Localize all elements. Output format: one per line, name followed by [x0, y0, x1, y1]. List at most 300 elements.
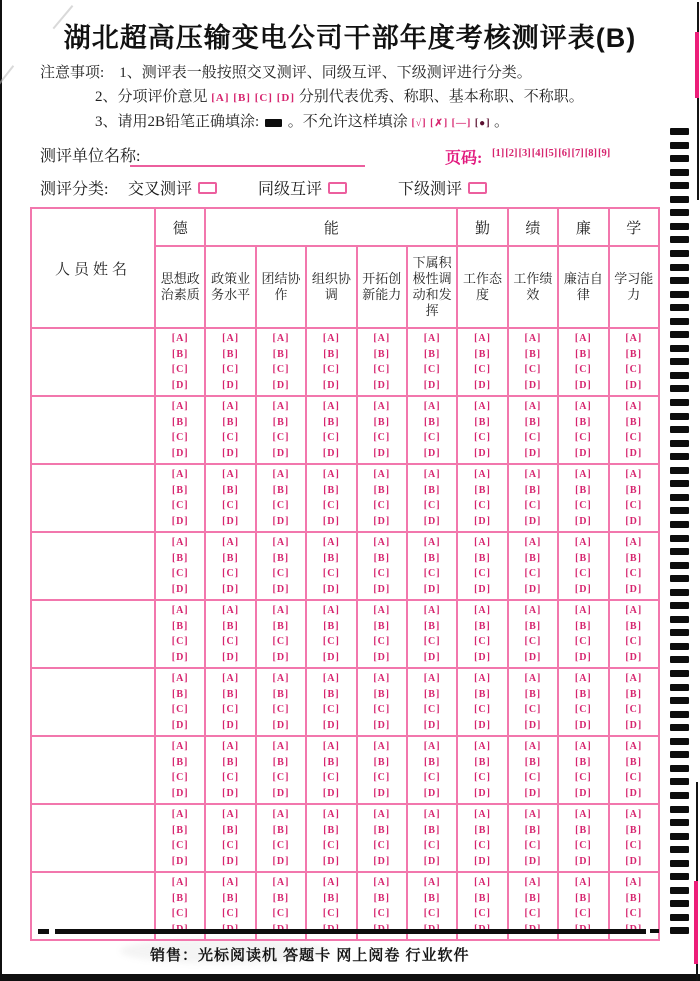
option-bubble[interactable]: [D] — [373, 379, 391, 391]
option-bubble[interactable]: [C] — [574, 568, 592, 579]
option-bubble[interactable]: [A] — [423, 605, 441, 616]
option-bubble[interactable]: [D] — [272, 379, 290, 391]
option-bubble[interactable]: [C] — [322, 636, 340, 647]
option-bubble[interactable]: [A] — [524, 605, 542, 616]
option-bubble[interactable]: [C] — [625, 364, 643, 375]
option-bubble[interactable]: [A] — [272, 401, 290, 412]
option-bubble[interactable]: [C] — [524, 432, 542, 443]
option-bubble[interactable]: [D] — [272, 447, 290, 459]
option-bubble[interactable]: [C] — [222, 432, 240, 443]
option-bubble[interactable]: [B] — [272, 552, 290, 564]
option-bubble[interactable]: [A] — [574, 877, 592, 888]
option-bubble[interactable]: [B] — [323, 416, 340, 428]
option-bubble[interactable]: [D] — [625, 719, 643, 731]
option-bubble[interactable]: [C] — [574, 772, 592, 783]
option-bubble[interactable]: [B] — [423, 416, 441, 428]
option-bubble[interactable]: [C] — [474, 432, 491, 443]
option-bubble[interactable]: [D] — [322, 855, 340, 867]
option-bubble[interactable]: [B] — [524, 620, 542, 632]
option-bubble[interactable]: [D] — [222, 515, 240, 527]
option-bubble[interactable]: [D] — [272, 515, 290, 527]
option-bubble[interactable]: [C] — [474, 704, 491, 715]
option-bubble[interactable]: [C] — [474, 500, 491, 511]
option-bubble[interactable]: [C] — [222, 908, 240, 919]
option-bubble[interactable]: [B] — [524, 552, 542, 564]
option-bubble[interactable]: [D] — [171, 583, 189, 595]
option-bubble[interactable]: [C] — [373, 772, 391, 783]
option-bubble[interactable]: [A] — [171, 741, 189, 752]
option-bubble[interactable]: [C] — [625, 772, 643, 783]
option-bubble[interactable]: [A] — [373, 877, 391, 888]
option-bubble[interactable]: [A] — [524, 537, 542, 548]
option-bubble[interactable]: [A] — [373, 537, 391, 548]
name-cell[interactable] — [31, 464, 155, 532]
option-bubble[interactable]: [D] — [373, 583, 391, 595]
option-bubble[interactable]: [D] — [474, 855, 491, 867]
option-bubble[interactable]: [B] — [172, 824, 189, 836]
option-bubble[interactable]: [C] — [171, 840, 189, 851]
option-bubble[interactable]: [C] — [625, 500, 643, 511]
option-bubble[interactable]: [B] — [172, 348, 189, 360]
option-bubble[interactable]: [C] — [272, 704, 290, 715]
option-bubble[interactable]: [B] — [625, 756, 642, 768]
option-bubble[interactable]: [D] — [222, 379, 240, 391]
option-bubble[interactable]: [A] — [423, 333, 441, 344]
option-bubble[interactable]: [C] — [222, 704, 240, 715]
option-bubble[interactable]: [B] — [474, 688, 491, 700]
option-bubble[interactable]: [D] — [171, 379, 189, 391]
option-bubble[interactable]: [A] — [625, 809, 643, 820]
option-bubble[interactable]: [B] — [373, 348, 390, 360]
option-bubble[interactable]: [D] — [474, 719, 491, 731]
option-bubble[interactable]: [D] — [625, 379, 643, 391]
option-bubble[interactable]: [A] — [272, 877, 290, 888]
option-bubble[interactable]: [B] — [272, 824, 290, 836]
option-bubble[interactable]: [A] — [373, 469, 391, 480]
option-bubble[interactable]: [D] — [222, 855, 240, 867]
option-bubble[interactable]: [B] — [575, 756, 592, 768]
option-bubble[interactable]: [C] — [171, 636, 189, 647]
option-bubble[interactable]: [A] — [171, 469, 189, 480]
option-bubble[interactable]: [A] — [373, 809, 391, 820]
option-bubble[interactable]: [B] — [272, 416, 290, 428]
option-bubble[interactable]: [A] — [574, 401, 592, 412]
option-bubble[interactable]: [D] — [474, 787, 491, 799]
option-bubble[interactable]: [B] — [222, 892, 239, 904]
option-bubble[interactable]: [A] — [272, 809, 290, 820]
option-bubble[interactable]: [A] — [423, 809, 441, 820]
option-bubble[interactable]: [A] — [171, 605, 189, 616]
option-bubble[interactable]: [D] — [322, 719, 340, 731]
option-bubble[interactable]: [A] — [322, 537, 340, 548]
option-bubble[interactable]: [A] — [222, 401, 240, 412]
option-bubble[interactable]: [C] — [373, 908, 391, 919]
option-bubble[interactable]: [B] — [625, 824, 642, 836]
option-bubble[interactable]: [B] — [524, 756, 542, 768]
option-bubble[interactable]: [C] — [272, 500, 290, 511]
option-bubble[interactable]: [A] — [423, 741, 441, 752]
option-bubble[interactable]: [B] — [524, 484, 542, 496]
option-bubble[interactable]: [D] — [625, 855, 643, 867]
option-bubble[interactable]: [A] — [222, 537, 240, 548]
option-bubble[interactable]: [C] — [524, 364, 542, 375]
option-bubble[interactable]: [C] — [322, 704, 340, 715]
option-bubble[interactable]: [A] — [625, 401, 643, 412]
option-bubble[interactable]: [B] — [272, 756, 290, 768]
option-bubble[interactable]: [A] — [322, 673, 340, 684]
option-bubble[interactable]: [C] — [373, 840, 391, 851]
option-bubble[interactable]: [D] — [574, 447, 592, 459]
page-number-bubble[interactable]: [2] — [505, 148, 518, 159]
option-bubble[interactable]: [D] — [222, 787, 240, 799]
option-bubble[interactable]: [A] — [524, 401, 542, 412]
option-bubble[interactable]: [D] — [625, 515, 643, 527]
option-bubble[interactable]: [C] — [423, 840, 441, 851]
option-bubble[interactable]: [C] — [423, 500, 441, 511]
option-bubble[interactable]: [A] — [171, 673, 189, 684]
option-bubble[interactable]: [D] — [222, 447, 240, 459]
page-number-bubble[interactable]: [8] — [584, 148, 597, 159]
option-bubble[interactable]: [C] — [272, 840, 290, 851]
option-bubble[interactable]: [B] — [524, 348, 542, 360]
option-bubble[interactable]: [B] — [423, 824, 441, 836]
option-bubble[interactable]: [C] — [171, 364, 189, 375]
option-bubble[interactable]: [D] — [625, 447, 643, 459]
option-bubble[interactable]: [B] — [474, 620, 491, 632]
option-bubble[interactable]: [C] — [625, 636, 643, 647]
option-bubble[interactable]: [B] — [423, 892, 441, 904]
option-bubble[interactable]: [B] — [373, 892, 390, 904]
option-bubble[interactable]: [C] — [423, 704, 441, 715]
option-bubble[interactable]: [D] — [423, 719, 441, 731]
option-bubble[interactable]: [A] — [222, 605, 240, 616]
option-bubble[interactable]: [D] — [524, 651, 542, 663]
option-bubble[interactable]: [C] — [474, 840, 491, 851]
option-bubble[interactable]: [B] — [575, 552, 592, 564]
option-bubble[interactable]: [B] — [373, 824, 390, 836]
option-bubble[interactable]: [A] — [625, 673, 643, 684]
option-bubble[interactable]: [D] — [322, 515, 340, 527]
option-bubble[interactable]: [A] — [474, 605, 491, 616]
option-bubble[interactable]: [A] — [322, 605, 340, 616]
option-bubble[interactable]: [D] — [574, 515, 592, 527]
option-bubble[interactable]: [B] — [474, 348, 491, 360]
option-bubble[interactable]: [B] — [222, 416, 239, 428]
option-bubble[interactable]: [B] — [474, 416, 491, 428]
option-bubble[interactable]: [B] — [474, 824, 491, 836]
option-bubble[interactable]: [D] — [574, 787, 592, 799]
option-bubble[interactable]: [B] — [172, 756, 189, 768]
option-bubble[interactable]: [C] — [625, 704, 643, 715]
option-bubble[interactable]: [A] — [423, 877, 441, 888]
option-bubble[interactable]: [D] — [474, 447, 491, 459]
option-bubble[interactable]: [D] — [574, 719, 592, 731]
option-bubble[interactable]: [D] — [322, 583, 340, 595]
option-bubble[interactable]: [A] — [474, 537, 491, 548]
option-bubble[interactable]: [D] — [524, 515, 542, 527]
option-bubble[interactable]: [D] — [272, 855, 290, 867]
category-checkbox[interactable] — [468, 182, 487, 194]
option-bubble[interactable]: [A] — [474, 469, 491, 480]
option-bubble[interactable]: [D] — [423, 583, 441, 595]
option-bubble[interactable]: [A] — [222, 333, 240, 344]
option-bubble[interactable]: [B] — [323, 892, 340, 904]
option-bubble[interactable]: [A] — [574, 741, 592, 752]
option-bubble[interactable]: [B] — [575, 348, 592, 360]
option-bubble[interactable]: [A] — [574, 469, 592, 480]
option-bubble[interactable]: [B] — [172, 416, 189, 428]
name-cell[interactable] — [31, 668, 155, 736]
option-bubble[interactable]: [C] — [373, 500, 391, 511]
option-bubble[interactable]: [B] — [222, 552, 239, 564]
option-bubble[interactable]: [C] — [524, 568, 542, 579]
option-bubble[interactable]: [D] — [322, 787, 340, 799]
option-bubble[interactable]: [A] — [474, 401, 491, 412]
option-bubble[interactable]: [B] — [373, 620, 390, 632]
option-bubble[interactable]: [D] — [524, 855, 542, 867]
option-bubble[interactable]: [B] — [222, 620, 239, 632]
option-bubble[interactable]: [D] — [524, 719, 542, 731]
option-bubble[interactable]: [C] — [222, 840, 240, 851]
option-bubble[interactable]: [D] — [423, 379, 441, 391]
option-bubble[interactable]: [B] — [625, 620, 642, 632]
option-bubble[interactable]: [D] — [272, 651, 290, 663]
option-bubble[interactable]: [B] — [272, 348, 290, 360]
option-bubble[interactable]: [B] — [222, 756, 239, 768]
option-bubble[interactable]: [B] — [222, 484, 239, 496]
option-bubble[interactable]: [C] — [524, 908, 542, 919]
page-number-bubble[interactable]: [4] — [531, 148, 544, 159]
option-bubble[interactable]: [D] — [222, 583, 240, 595]
option-bubble[interactable]: [D] — [171, 855, 189, 867]
option-bubble[interactable]: [B] — [423, 688, 441, 700]
option-bubble[interactable]: [B] — [575, 688, 592, 700]
option-bubble[interactable]: [A] — [574, 537, 592, 548]
option-bubble[interactable]: [A] — [171, 809, 189, 820]
option-bubble[interactable]: [A] — [574, 809, 592, 820]
option-bubble[interactable]: [D] — [423, 447, 441, 459]
option-bubble[interactable]: [B] — [524, 892, 542, 904]
option-bubble[interactable]: [B] — [272, 484, 290, 496]
option-bubble[interactable]: [C] — [322, 772, 340, 783]
option-bubble[interactable]: [A] — [272, 741, 290, 752]
option-bubble[interactable]: [B] — [272, 688, 290, 700]
option-bubble[interactable]: [C] — [625, 432, 643, 443]
option-bubble[interactable]: [C] — [524, 704, 542, 715]
option-bubble[interactable]: [C] — [171, 704, 189, 715]
unit-name-input-line[interactable] — [130, 165, 365, 167]
option-bubble[interactable]: [A] — [574, 673, 592, 684]
option-bubble[interactable]: [C] — [574, 840, 592, 851]
option-bubble[interactable]: [A] — [625, 469, 643, 480]
option-bubble[interactable]: [D] — [524, 447, 542, 459]
name-cell[interactable] — [31, 804, 155, 872]
option-bubble[interactable]: [B] — [373, 484, 390, 496]
option-bubble[interactable]: [D] — [574, 583, 592, 595]
page-number-bubble[interactable]: [1] — [492, 148, 505, 159]
option-bubble[interactable]: [B] — [323, 484, 340, 496]
option-bubble[interactable]: [C] — [171, 772, 189, 783]
option-bubble[interactable]: [C] — [574, 432, 592, 443]
option-bubble[interactable]: [A] — [322, 469, 340, 480]
option-bubble[interactable]: [A] — [322, 809, 340, 820]
option-bubble[interactable]: [A] — [625, 605, 643, 616]
option-bubble[interactable]: [A] — [222, 469, 240, 480]
option-bubble[interactable]: [A] — [625, 877, 643, 888]
option-bubble[interactable]: [D] — [222, 651, 240, 663]
option-bubble[interactable]: [D] — [322, 651, 340, 663]
option-bubble[interactable]: [A] — [474, 673, 491, 684]
option-bubble[interactable]: [D] — [373, 787, 391, 799]
option-bubble[interactable]: [C] — [373, 364, 391, 375]
option-bubble[interactable]: [B] — [222, 824, 239, 836]
option-bubble[interactable]: [C] — [373, 568, 391, 579]
option-bubble[interactable]: [D] — [423, 515, 441, 527]
option-bubble[interactable]: [A] — [524, 469, 542, 480]
option-bubble[interactable]: [B] — [575, 892, 592, 904]
option-bubble[interactable]: [C] — [524, 772, 542, 783]
option-bubble[interactable]: [A] — [474, 333, 491, 344]
option-bubble[interactable]: [C] — [474, 568, 491, 579]
name-cell[interactable] — [31, 736, 155, 804]
option-bubble[interactable]: [A] — [222, 741, 240, 752]
option-bubble[interactable]: [C] — [272, 908, 290, 919]
option-bubble[interactable]: [B] — [373, 552, 390, 564]
option-bubble[interactable]: [B] — [423, 552, 441, 564]
option-bubble[interactable]: [C] — [373, 432, 391, 443]
option-bubble[interactable]: [B] — [524, 688, 542, 700]
option-bubble[interactable]: [D] — [171, 719, 189, 731]
option-bubble[interactable]: [B] — [172, 620, 189, 632]
option-bubble[interactable]: [B] — [575, 620, 592, 632]
option-bubble[interactable]: [A] — [373, 401, 391, 412]
category-checkbox[interactable] — [198, 182, 217, 194]
option-bubble[interactable]: [C] — [574, 636, 592, 647]
option-bubble[interactable]: [A] — [322, 333, 340, 344]
option-bubble[interactable]: [A] — [524, 673, 542, 684]
option-bubble[interactable]: [C] — [474, 364, 491, 375]
option-bubble[interactable]: [C] — [322, 840, 340, 851]
option-bubble[interactable]: [C] — [625, 908, 643, 919]
option-bubble[interactable]: [A] — [272, 469, 290, 480]
option-bubble[interactable]: [A] — [574, 605, 592, 616]
option-bubble[interactable]: [A] — [625, 333, 643, 344]
option-bubble[interactable]: [D] — [171, 447, 189, 459]
option-bubble[interactable]: [C] — [272, 772, 290, 783]
option-bubble[interactable]: [C] — [574, 908, 592, 919]
option-bubble[interactable]: [A] — [474, 809, 491, 820]
option-bubble[interactable]: [A] — [423, 401, 441, 412]
option-bubble[interactable]: [A] — [524, 741, 542, 752]
option-bubble[interactable]: [D] — [373, 447, 391, 459]
option-bubble[interactable]: [C] — [625, 568, 643, 579]
option-bubble[interactable]: [C] — [423, 568, 441, 579]
option-bubble[interactable]: [C] — [474, 908, 491, 919]
option-bubble[interactable]: [A] — [524, 333, 542, 344]
option-bubble[interactable]: [D] — [272, 719, 290, 731]
option-bubble[interactable]: [A] — [423, 673, 441, 684]
page-number-bubble[interactable]: [6] — [558, 148, 571, 159]
option-bubble[interactable]: [C] — [423, 772, 441, 783]
option-bubble[interactable]: [B] — [474, 756, 491, 768]
option-bubble[interactable]: [D] — [171, 787, 189, 799]
option-bubble[interactable]: [A] — [272, 333, 290, 344]
option-bubble[interactable]: [A] — [222, 809, 240, 820]
option-bubble[interactable]: [B] — [272, 620, 290, 632]
option-bubble[interactable]: [D] — [574, 379, 592, 391]
option-bubble[interactable]: [C] — [322, 364, 340, 375]
option-bubble[interactable]: [B] — [323, 824, 340, 836]
option-bubble[interactable]: [A] — [524, 809, 542, 820]
option-bubble[interactable]: [A] — [373, 333, 391, 344]
option-bubble[interactable]: [B] — [474, 892, 491, 904]
option-bubble[interactable]: [B] — [222, 688, 239, 700]
option-bubble[interactable]: [B] — [172, 484, 189, 496]
category-checkbox[interactable] — [328, 182, 347, 194]
option-bubble[interactable]: [C] — [574, 500, 592, 511]
option-bubble[interactable]: [D] — [474, 379, 491, 391]
page-number-bubble[interactable]: [3] — [518, 148, 531, 159]
option-bubble[interactable]: [C] — [222, 568, 240, 579]
option-bubble[interactable]: [C] — [222, 772, 240, 783]
option-bubble[interactable]: [C] — [222, 364, 240, 375]
option-bubble[interactable]: [B] — [172, 688, 189, 700]
option-bubble[interactable]: [C] — [272, 432, 290, 443]
option-bubble[interactable]: [C] — [322, 432, 340, 443]
option-bubble[interactable]: [B] — [625, 688, 642, 700]
option-bubble[interactable]: [A] — [171, 877, 189, 888]
option-bubble[interactable]: [A] — [373, 741, 391, 752]
option-bubble[interactable]: [B] — [373, 688, 390, 700]
option-bubble[interactable]: [D] — [322, 447, 340, 459]
option-bubble[interactable]: [C] — [423, 432, 441, 443]
option-bubble[interactable]: [D] — [423, 651, 441, 663]
option-bubble[interactable]: [B] — [474, 484, 491, 496]
option-bubble[interactable]: [B] — [323, 620, 340, 632]
option-bubble[interactable]: [D] — [524, 787, 542, 799]
option-bubble[interactable]: [B] — [373, 756, 390, 768]
option-bubble[interactable]: [D] — [574, 855, 592, 867]
option-bubble[interactable]: [D] — [474, 651, 491, 663]
option-bubble[interactable]: [D] — [625, 787, 643, 799]
option-bubble[interactable]: [C] — [524, 636, 542, 647]
option-bubble[interactable]: [D] — [272, 583, 290, 595]
option-bubble[interactable]: [B] — [575, 416, 592, 428]
option-bubble[interactable]: [B] — [222, 348, 239, 360]
option-bubble[interactable]: [C] — [474, 772, 491, 783]
page-number-bubble[interactable]: [7] — [571, 148, 584, 159]
option-bubble[interactable]: [C] — [423, 364, 441, 375]
option-bubble[interactable]: [C] — [171, 568, 189, 579]
option-bubble[interactable]: [C] — [222, 500, 240, 511]
option-bubble[interactable]: [B] — [172, 892, 189, 904]
option-bubble[interactable]: [D] — [625, 651, 643, 663]
option-bubble[interactable]: [D] — [574, 651, 592, 663]
option-bubble[interactable]: [A] — [474, 877, 491, 888]
option-bubble[interactable]: [B] — [625, 416, 642, 428]
name-cell[interactable] — [31, 328, 155, 396]
option-bubble[interactable]: [A] — [171, 537, 189, 548]
option-bubble[interactable]: [B] — [625, 552, 642, 564]
name-cell[interactable] — [31, 600, 155, 668]
option-bubble[interactable]: [D] — [373, 855, 391, 867]
option-bubble[interactable]: [C] — [171, 432, 189, 443]
option-bubble[interactable]: [A] — [524, 877, 542, 888]
option-bubble[interactable]: [B] — [423, 484, 441, 496]
option-bubble[interactable]: [D] — [322, 379, 340, 391]
option-bubble[interactable]: [A] — [423, 537, 441, 548]
option-bubble[interactable]: [A] — [373, 605, 391, 616]
